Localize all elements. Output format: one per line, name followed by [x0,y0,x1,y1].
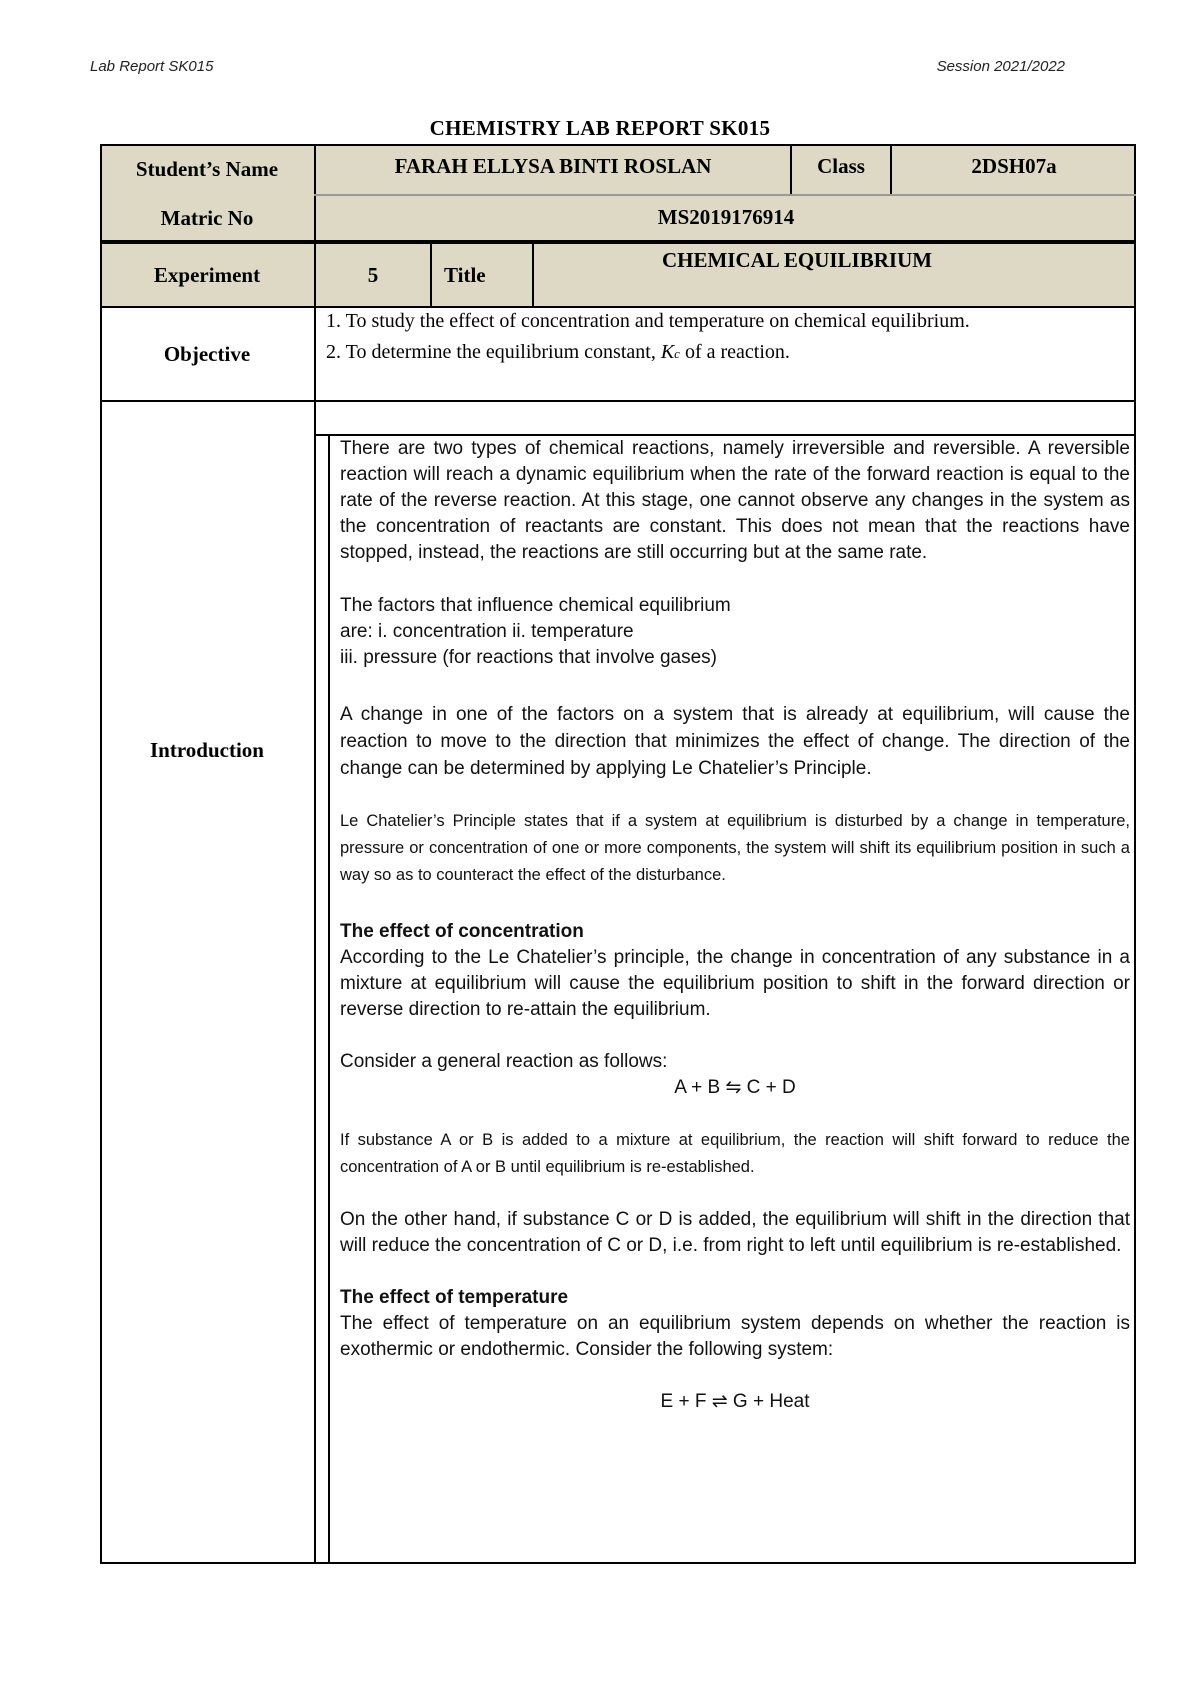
divider [314,306,316,402]
divider [430,242,432,308]
objective-item-2 [326,341,790,364]
exothermic-equation: E + F ⇌ G + Heat [660,1391,810,1412]
intro-paragraph-1: There are two types of chemical reactions, namely irreversible and reversible. A reversible reaction will reach a dynamic equilibrium when the rate of the forward reaction is equal to the rate of the reverse reaction. At this stage, one cannot observe any changes in the system as the concentration of reactants are constant. This does not mean that the reactions have stopped, instead, the reactions are still occurring but at the same rate. [340,438,1130,563]
factors-line-1: The factors that influence chemical equilibrium [340,595,731,616]
student-name-value: FARAH ELLYSA BINTI ROSLAN [394,153,712,178]
matric-label: Matric No [160,205,254,230]
general-reaction-text: Consider a general reaction as follows: [340,1051,668,1072]
equilibrium-constant-subscript: c [674,346,680,361]
title-label: Title [444,262,486,287]
factors-line-2: are: i. concentration ii. temperature [340,621,634,642]
concentration-reverse-shift: On the other hand, if substance C or D is added, the equilibrium will shift in the direction that will reduce the concentration of C or D, i.e. from right to left until equilibrium is re-established. [340,1209,1130,1256]
experiment-number: 5 [367,262,379,287]
objective-label: Objective [163,341,251,366]
objective-item-2-end: of a reaction. [679,341,790,363]
temperature-heading: The effect of temperature [340,1287,569,1308]
class-value: 2DSH07a [971,153,1057,178]
running-header-left: Lab Report SK015 [90,58,214,75]
introduction-text [340,436,1130,1415]
divider [328,434,330,1564]
matric-value: MS2019176914 [657,204,795,229]
objective-item-1: 1. To study the effect of concentration and temperature on chemical equilibrium. [326,310,970,332]
concentration-paragraph: According to the Le Chatelier’s principle, the change in concentration of any substance in a mixture at equilibrium will cause the equilibrium position to shift in the forward direction or reverse direction to re-attain the equilibrium. [340,947,1130,1020]
temperature-paragraph: The effect of temperature on an equilibrium system depends on whether the reaction is exothermic or endothermic. Consider the following system: [340,1313,1130,1360]
equilibrium-constant-symbol: K [660,341,675,363]
objective-item-2-text: 2. To determine the equilibrium constant, [326,341,661,363]
intro-paragraph-3: A change in one of the factors on a system that is already at equilibrium, will cause the reaction to move to the direction that minimizes the effect of change. The direction of the change can be determined by applying Le Chatelier’s Principle. [340,704,1130,779]
experiment-title: CHEMICAL EQUILIBRIUM [661,247,933,272]
factors-line-3: iii. pressure (for reactions that involve gases) [340,647,717,668]
student-name-label: Student’s Name [135,156,279,181]
report-title: CHEMISTRY LAB REPORT SK015 [429,116,771,140]
divider [314,400,316,1564]
experiment-label: Experiment [153,262,261,287]
le-chatelier-principle: Le Chatelier’s Principle states that if a system at equilibrium is disturbed by a change in temperature, pressure or concentration of one or more components, the system will shift its equilibrium position in such a way so as to counteract the effect of the disturbance. [340,812,1130,884]
running-header-right: Session 2021/2022 [936,58,1065,75]
class-label: Class [817,153,865,178]
general-reaction-equation: A + B ⇋ C + D [674,1077,796,1098]
introduction-label: Introduction [150,737,264,762]
concentration-forward-shift: If substance A or B is added to a mixture at equilibrium, the reaction will shift forward to reduce the concentration of A or B until equilibrium is re-established. [340,1131,1130,1176]
concentration-heading: The effect of concentration [340,921,584,942]
